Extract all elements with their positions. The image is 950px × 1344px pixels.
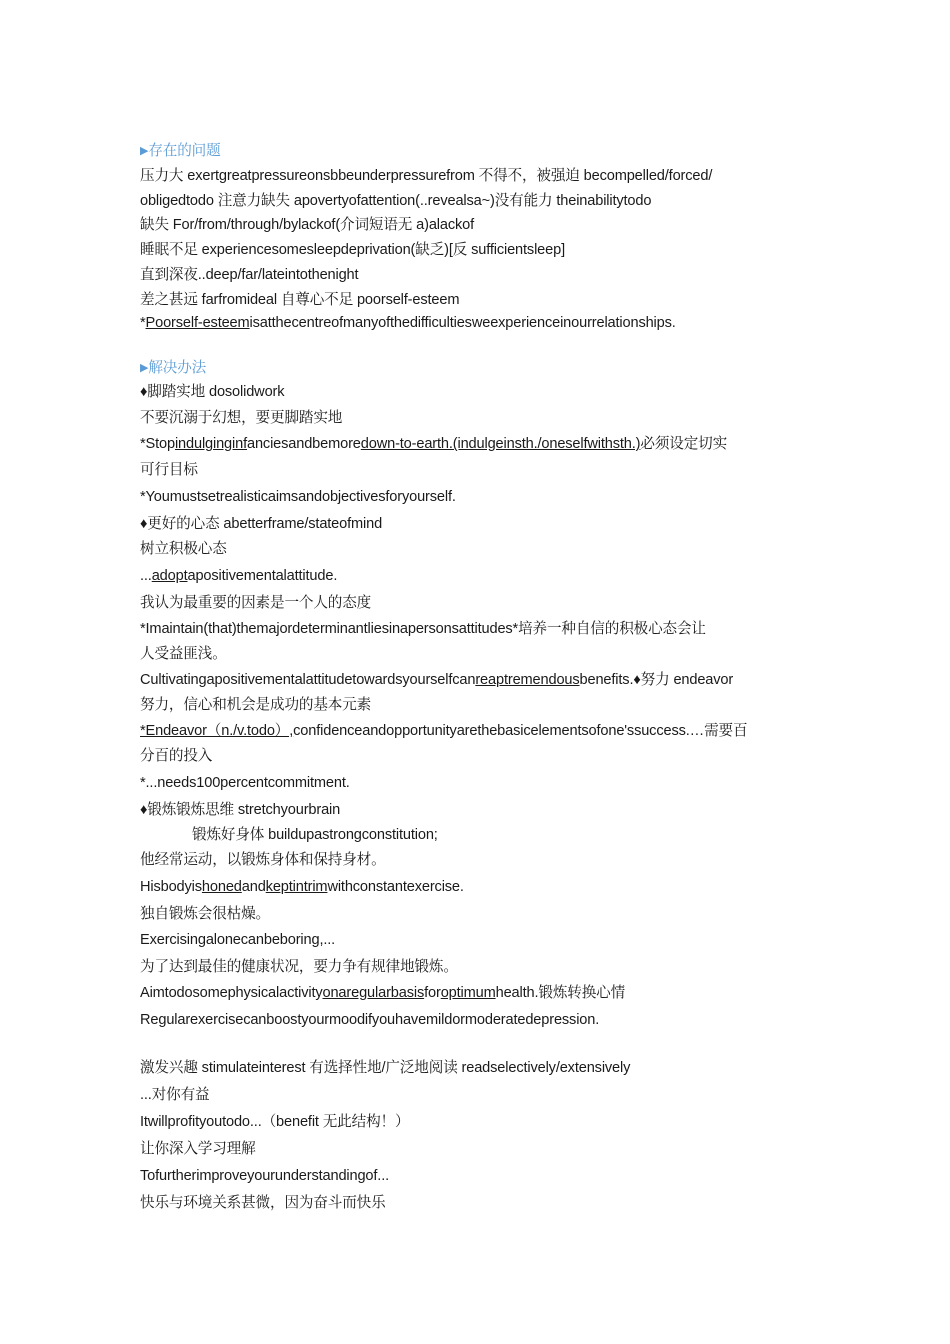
underlined-phrase: keptintrim [265,878,328,895]
text-line: 直到深夜..deep/far/lateintothenight [140,266,359,283]
text-line: 让你深入学习理解 [140,1140,256,1157]
text-line: 不要沉溺于幻想，要更脚踏实地 [140,410,343,427]
example-sentence: Hisbodyishonedandkeptintrimwithconstantexercise. [140,878,464,895]
underlined-phrase: Poorself-esteem [145,314,250,331]
section-heading-problems: ▶存在的问题 [140,143,221,159]
text-line: 缺失 For/from/through/bylackof(介词短语无 a)alackof [140,217,475,234]
text-line: 压力大 exertgreatpressureonsbbeunderpressurefrom 不得不，被强迫 becompelled/forced/ [140,167,713,184]
underlined-phrase: indulginginf [174,436,247,453]
underlined-phrase: *Endeavor（n./v.todo）, [140,723,294,740]
text-line: obligedtodo 注意力缺失 apovertyofattention(..revealsa~)没有能力 theinabilitytodo [140,192,652,209]
text-line: 快乐与环境关系甚微，因为奋斗而快乐 [140,1194,386,1211]
bullet-heading: ♦更好的心态 abetterframe/stateofmind [140,516,383,533]
example-sentence: *Imaintain(that)themajordeterminantliesinapersonsattitudes*培养一种自信的积极心态会让 [140,621,706,638]
bullet-heading: ♦锻炼锻炼思维 stretchyourbrain [140,802,341,819]
example-sentence: *Endeavor（n./v.todo）,confidenceandopportunityarethebasicelementsofone'ssuccess.…需要百 [140,723,748,740]
underlined-phrase: honed [201,878,242,895]
example-sentence: Itwillprofityoutodo...（benefit 无此结构！） [140,1113,410,1130]
example-sentence: *Poorself-esteemisatthecentreofmanyofthedifficultiesweexperienceinourrelationships. [140,314,676,331]
text-line: 树立积极心态 [140,541,227,558]
underlined-phrase: onaregularbasis [322,984,425,1001]
text-line: 分百的投入 [140,748,213,765]
section-heading-solutions: ▶解决办法 [140,359,207,376]
triangle-right-icon: ▶ [140,361,149,374]
example-sentence: Cultivatingapositivementalattitudetowardsyourselfcanreaptremendousbenefits.♦努力 endeavor [140,672,734,689]
underlined-phrase: adopt [151,568,188,585]
document-body [140,139,812,1218]
example-sentence: Exercisingalonecanbeboring,... [140,931,336,948]
text-line: 锻炼好身体 buildupastrongconstitution; [192,827,438,844]
text-line: 努力，信心和机会是成功的基本元素 [140,697,372,714]
underlined-phrase: down-to-earth.(indulgeinsth./oneselfwithsth.) [360,436,641,453]
text-line: ...对你有益 [140,1086,210,1103]
example-sentence: Aimtodosomephysicalactivityonaregularbasisforoptimumhealth.锻炼转换心情 [140,984,626,1001]
text-line: 激发兴趣 stimulateinterest 有选择性地/广泛地阅读 readselectively/extensively [140,1059,631,1076]
example-sentence: Tofurtherimproveyourunderstandingof... [140,1167,390,1184]
text-line: 他经常运动，以锻炼身体和保持身材。 [140,851,386,868]
text-line: 我认为最重要的因素是一个人的态度 [140,595,372,612]
example-sentence: *Youmustsetrealisticaimsandobjectivesforyourself. [140,489,456,506]
example-sentence: *Stopindulginginfanciesandbemoredown-to-earth.(indulgeinsth./oneselfwithsth.)必须设定切实 [140,436,728,453]
text-line: 独自锻炼会很枯燥。 [140,905,270,922]
triangle-right-icon: ▶ [140,145,149,157]
underlined-phrase: optimum [440,984,496,1001]
text-line: 可行目标 [140,462,198,479]
bullet-heading: ♦脚踏实地 dosolidwork [140,384,285,401]
text-line: 为了达到最佳的健康状况，要力争有规律地锻炼。 [140,958,458,975]
text-line: 差之甚远 farfromideal 自尊心不足 poorself-esteem [140,291,460,308]
example-sentence: Regularexercisecanboostyourmoodifyouhavemildormoderatedepression. [140,1011,600,1028]
example-sentence: ...adoptapositivementalattitude. [140,568,338,585]
text-line: 人受益匪浅。 [140,646,227,663]
text-line: 睡眠不足 experiencesomesleepdeprivation(缺乏)[反 sufficientsleep] [140,242,565,259]
example-sentence: *...needs100percentcommitment. [140,775,350,792]
underlined-phrase: reaptremendous [475,672,580,689]
